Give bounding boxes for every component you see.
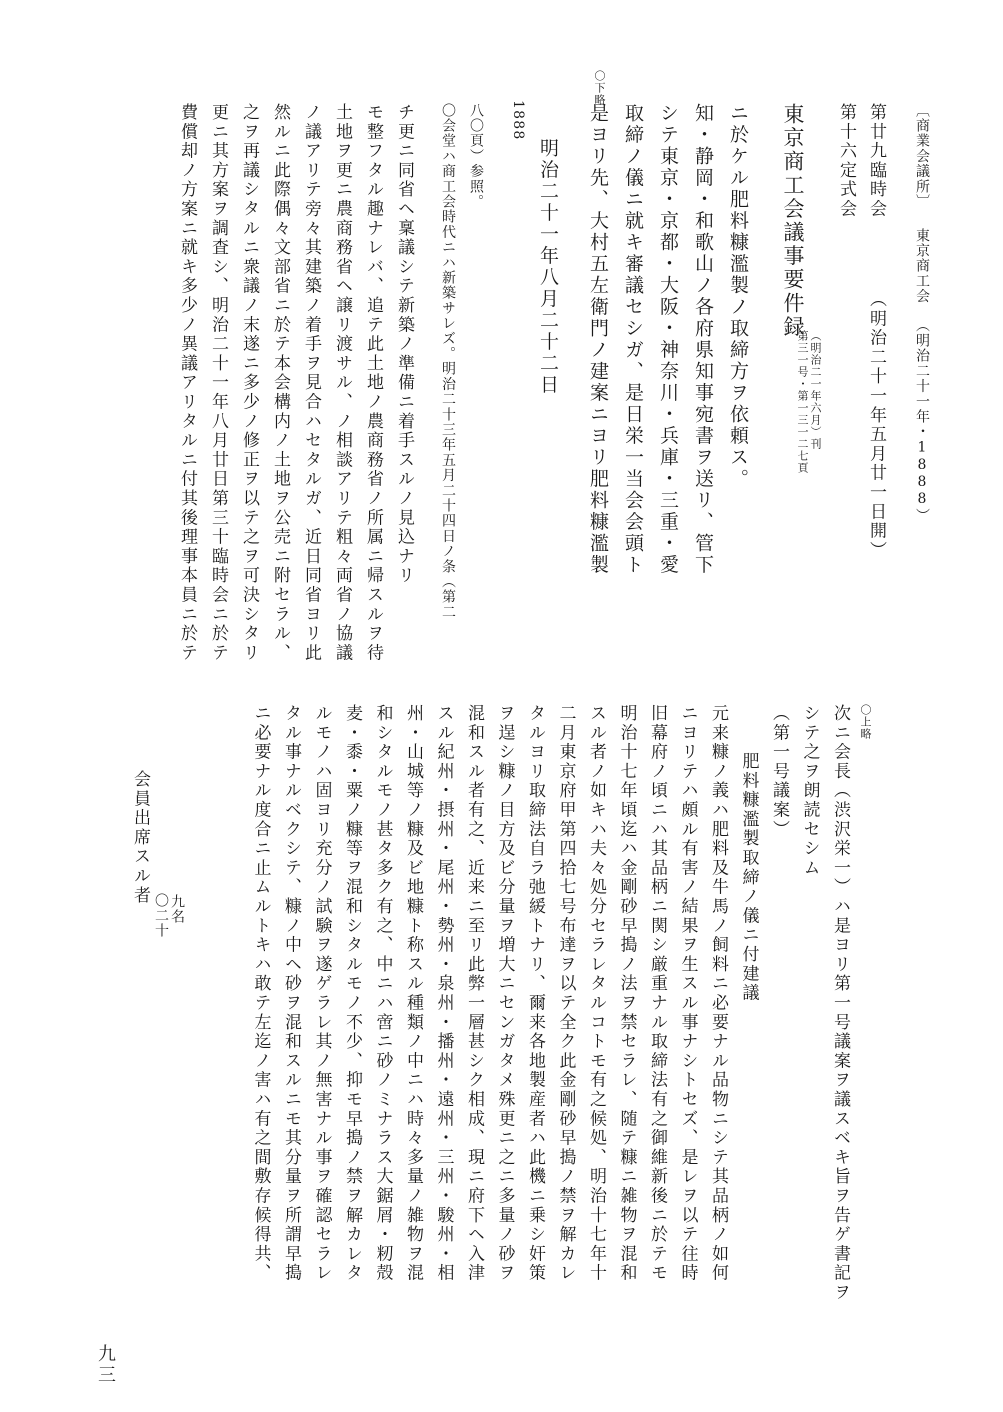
body-line: チ更ニ同省ヘ稟議シテ新築ノ準備ニ着手スルノ見込ナリ — [394, 103, 414, 586]
editorial-note: 〇会堂ハ商工会時代ニハ新築サレズ。明治二十三年五月二十四日ノ条（第二 — [440, 103, 456, 620]
year-arabic: 1888 — [510, 100, 526, 141]
attendance-label: 会員出席スル者 — [130, 770, 150, 906]
body-line: 二月東京府甲第四拾七号布達ヲ以テ全ク此金剛砂早搗ノ禁ヲ解カレ — [555, 704, 576, 1283]
attendance-count: 〇二十 — [153, 893, 169, 939]
body-line: 然ルニ此際偶々文部省ニ於テ本会構内ノ土地ヲ公売ニ附セラル、 — [270, 103, 290, 663]
entry-line: 知・静岡・和歌山ノ各府県知事宛書ヲ送リ、管下 — [692, 103, 714, 576]
body-line: 次ニ会長（渋沢栄一）ハ是ヨリ第一号議案ヲ議スベキ旨ヲ告ゲ書記ヲ — [830, 704, 850, 1303]
body-line: シテ之ヲ朗読セシム — [799, 704, 820, 878]
body-line: スル紀州・摂州・尾州・勢州・泉州・播州・遠州・三州・駿州・相 — [433, 704, 454, 1283]
body-line: 和シタルモノ甚タ多ク有之、中ニハ啻ニ砂ノミナラス大鋸屑・籾殻 — [372, 704, 393, 1283]
body-line: 州・山城等ノ糠及ビ地糠ト称スル種類ノ中ニハ時々多量ノ雑物ヲ混 — [403, 704, 423, 1283]
omit-mark: 〇上略 — [859, 704, 872, 740]
body-line: 旧幕府ノ頃ニハ其品柄ニ関シ厳重ナル取締法有之御維新後ニ於テモ — [647, 704, 667, 1283]
body-line: 明治十七年頃迄ハ金剛砂早搗ノ法ヲ禁セラレ、随テ糠ニ雑物ヲ混和 — [616, 704, 637, 1283]
source-title: 東京商工会議事要件録 — [781, 103, 805, 339]
body-line: スル者ノ如キハ夫々処分セラレタルコトモ有之候処、明治十七年十 — [586, 704, 606, 1283]
omit-mark: 〇下略 — [593, 70, 606, 106]
publisher-period: （明治二十一年・1888） — [914, 318, 930, 524]
publisher-bracket: 〔商業会議所〕 — [914, 103, 930, 210]
body-line: 麦・黍・粟ノ糠等ヲ混和シタルモノ不少、抑モ早搗ノ禁ヲ解カレタ — [342, 704, 362, 1283]
body-line: 更ニ其方案ヲ調査シ、明治二十一年八月廿日第三十臨時会ニ於テ — [208, 103, 228, 663]
body-line: モ整フタル趣ナレバ、追テ此土地ノ農商務省ノ所属ニ帰スルヲ待 — [363, 103, 383, 663]
entry-line: ニ於ケル肥料糠濫製ノ取締方ヲ依頼ス。 — [727, 103, 749, 490]
body-line: タルヨリ取締法自ラ弛緩トナリ、爾来各地製産者ハ此機ニ乗シ奸策 — [525, 704, 545, 1283]
body-line: 之ヲ再議シタルニ衆議ノ末遂ニ多少ノ修正ヲ以テ之ヲ可決シタリ — [239, 103, 259, 663]
meeting-name: 第廿九臨時会 — [866, 103, 886, 219]
meeting-date: （明治二十一年五月廿一日開） — [866, 290, 886, 561]
bill-title: 肥料糠濫製取締ノ儀ニ付建議 — [738, 752, 759, 1003]
body-line: ニヨリテハ頗ル有害ノ結果ヲ生スル事ナシトセズ、是レヲ以テ往時 — [677, 704, 698, 1283]
body-line: ルモノハ固ヨリ充分ノ試験ヲ遂ゲラレ其ノ無害ナル事ヲ確認セラレ — [311, 704, 332, 1283]
body-line: ノ議アリテ旁々其建築ノ着手ヲ見合ハセタルガ、近日同省ヨリ此 — [301, 103, 321, 663]
attendance-count: 九名 — [169, 894, 185, 925]
bill-label: （第一号議案） — [769, 704, 789, 840]
body-line: 元来糠ノ義ハ肥料及牛馬ノ飼料ニ必要ナル品物ニシテ其品柄ノ如何 — [708, 704, 728, 1283]
body-line: 混和スル者有之、近来ニ至リ此弊一層甚シク相成、現ニ府下ヘ入津 — [464, 704, 484, 1283]
entry-line: シテ東京・京都・大阪・神奈川・兵庫・三重・愛 — [657, 103, 679, 576]
entry-line: 是ヨリ先、大村五左衛門ノ建案ニヨリ肥料糠濫製 — [587, 103, 609, 576]
editorial-note: 八〇頁）参照。 — [468, 103, 484, 210]
body-line: ニ必要ナル度合ニ止ムルトキハ敢テ左迄ノ害ハ有之間敷存候得共、 — [250, 704, 271, 1283]
meeting-name: 第十六定式会 — [836, 103, 856, 219]
page-number: 九三 — [95, 1344, 116, 1386]
body-line: タル事ナルベクシテ、糠ノ中ヘ砂ヲ混和スルニモ其分量ヲ所謂早搗 — [281, 704, 301, 1283]
source-pages: 第三一号・第一三一二七頁 — [796, 330, 809, 474]
source-date: （明治二一年六月）刊 — [809, 330, 822, 450]
body-line: 費償却ノ方案ニ就キ多少ノ異議アリタルニ付其後理事本員ニ於テ — [177, 103, 197, 663]
body-line: 土地ヲ更ニ農商務省ヘ譲リ渡サル、ノ相談アリテ粗々両省ノ協議 — [332, 103, 352, 663]
publisher-name: 東京商工会 — [914, 228, 930, 304]
body-line: ヲ逞シ糠ノ目方及ビ分量ヲ増大ニセンガタメ殊更ニ之ニ多量ノ砂ヲ — [494, 704, 515, 1283]
entry-line: 取締ノ儀ニ就キ審議セシガ、是日栄一当会会頭ト — [622, 103, 644, 576]
date-heading: 明治二十一年八月二十二日 — [537, 138, 559, 396]
